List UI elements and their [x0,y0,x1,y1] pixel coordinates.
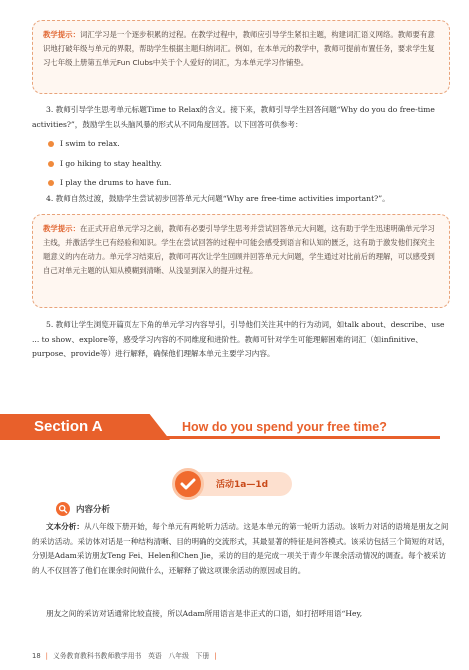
step-3-paragraph: 3. 教师引导学生思考单元标题Time to Relax的含义。接下来，教师引导学生回答问题“Why do you do free-time activities?”，鼓励学生以头脑风暴的形式从不同角度回答。以下回答可供参考： [32,105,435,129]
answer-list [48,137,448,196]
analysis-paragraph-2: 朋友之间的采访对话通常比较直接，所以Adam所用语言是非正式的口语，如打招呼用语“Hey, [46,609,363,618]
bullet-dot-icon [48,141,54,147]
page-number: 18 [32,652,41,660]
bullet-dot-icon [48,161,54,167]
section-banner [0,414,469,440]
book-title: 义务教育教科书教师教学用书 英语 八年级 下册 [52,652,210,660]
activity-pill [178,472,292,496]
list-item: I play the drums to have fun. [48,176,448,191]
teaching-tip-box [32,214,450,308]
tip-text: 在正式开启单元学习之前，教师有必要引导学生思考并尝试回答单元大问题，这有助于学生迅速明确单元学习主线，并激活学生已有经验和知识。学生在尝试回答的过程中可能会感受到语言和认知的匮乏，这有助于激发他们探究主题意义的内在动力。单元学习结束后，教师可再次让学生回顾并回答单元大问题，学生通过对比前后的理解，可以感受到自己对单元主题的认知从模糊到清晰、从浅显到深入的提升过程。 [43,224,435,275]
tip-label: 教学提示： [43,30,80,39]
analysis-paragraph [32,520,450,578]
activity-label: 活动1a—1d [216,480,269,490]
checkmark-icon [172,468,204,500]
section-subtitle: How do you spend your free time? [182,420,387,434]
search-icon [56,502,70,516]
bullet-dot-icon [48,180,54,186]
list-item: I swim to relax. [48,137,448,152]
analysis-lead: 文本分析： [46,522,84,531]
section-underline [150,436,440,439]
footer-divider: | [214,652,217,660]
tip-text: 词汇学习是一个逐步积累的过程。在教学过程中，教师应引导学生紧扣主题，构建词汇语义网络。教师要有意识地打破年级与单元的界限，帮助学生根据主题归纳词汇。例如，在本单元的教学中，教师可提前布置任务，要求学生复习七年级上册第五单元Fun Clubs中关于个人爱好的词汇，为本单元学习作铺垫。 [43,30,435,67]
footer-divider: | [45,652,48,660]
teaching-tip-box [32,20,450,94]
step-5-paragraph: 5. 教师让学生浏览开篇页左下角的单元学习内容导引，引导他们关注其中的行为动词，如talk about、describe、use ... to show、explore等，感受学习内容的不同维度和进阶性。教师可针对学生可能理解困难的词汇（如infinitive、purpose、provide等）进行解释，确保他们理解本单元主要学习内容。 [32,320,445,358]
analysis-title: 内容分析 [76,505,111,515]
analysis-text: 从八年级下册开始，每个单元有两轮听力活动。这是本单元的第一轮听力活动。该听力对话的语境是朋友之间的采访活动。采访体对话是一种结构清晰、目的明确的交流形式，其最显著的特征是问答模式。该采访包括三个简短的对话，分别是Adam采访朋友Teng Fei、Helen和Chen Jie，采访的目的是完成一项关于青少年课余活动情况的调查。每个被采访的人不仅回答了他们在课余时间做什么，还解释了做这项课余活动的原因或目的。 [32,522,450,575]
content-analysis-heading [56,502,110,516]
list-item: I go hiking to stay healthy. [48,157,448,172]
step-4-paragraph: 4. 教师自然过渡，鼓励学生尝试初步回答单元大问题“Why are free-time activities important?”。 [46,194,390,203]
page-footer [32,650,222,660]
section-label: Section A [34,418,103,435]
tip-label: 教学提示： [43,224,80,233]
